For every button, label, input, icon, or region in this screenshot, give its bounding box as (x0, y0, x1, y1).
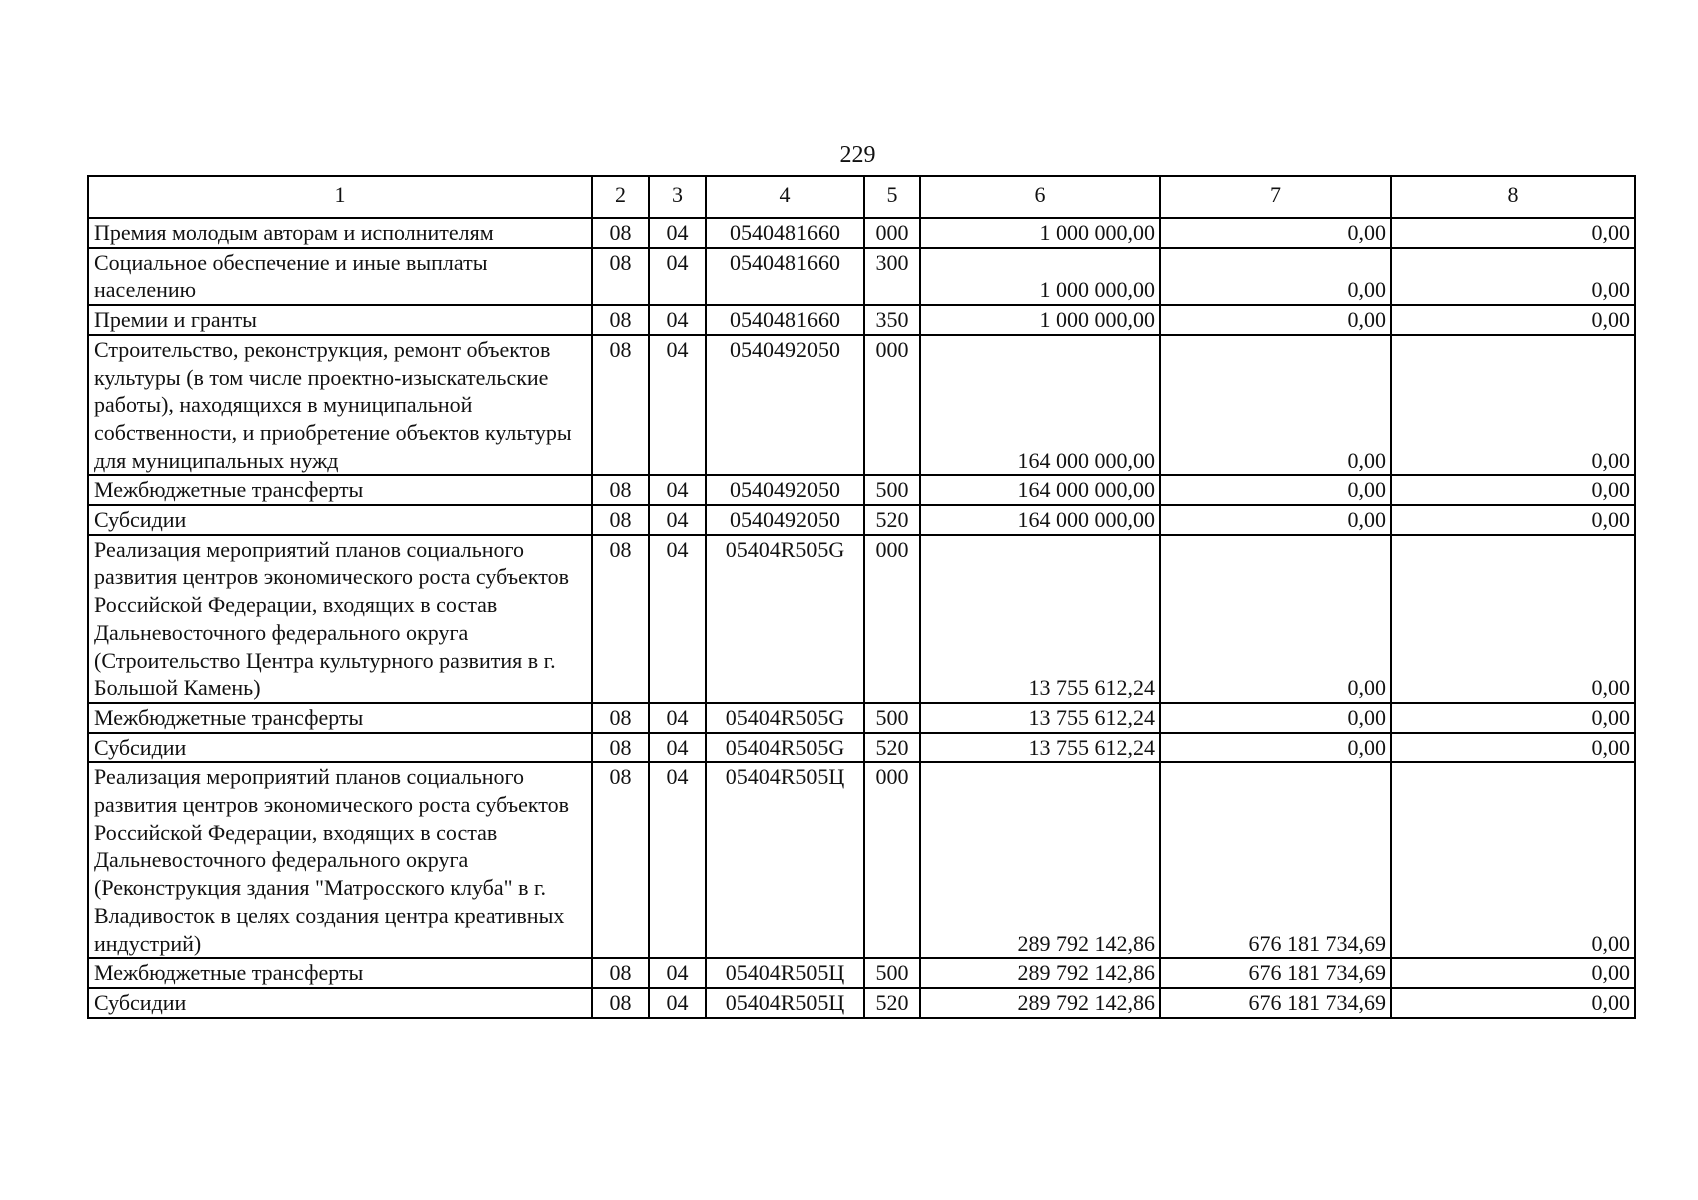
section-code: 08 (592, 988, 649, 1018)
amount-col7: 0,00 (1160, 703, 1391, 733)
item-name: Премия молодым авторам и исполнителям (88, 218, 592, 248)
expense-type-code: 520 (864, 505, 920, 535)
amount-col8: 0,00 (1391, 703, 1635, 733)
item-name: Межбюджетные трансферты (88, 475, 592, 505)
subsection-code: 04 (649, 733, 706, 763)
amount-col8: 0,00 (1391, 475, 1635, 505)
column-header: 5 (864, 176, 920, 218)
target-article-code: 05404R505G (706, 733, 864, 763)
section-code: 08 (592, 335, 649, 476)
section-code: 08 (592, 305, 649, 335)
item-name: Субсидии (88, 733, 592, 763)
amount-col8: 0,00 (1391, 535, 1635, 703)
subsection-code: 04 (649, 762, 706, 958)
section-code: 08 (592, 958, 649, 988)
table-row (88, 535, 1635, 703)
target-article-code: 05404R505G (706, 703, 864, 733)
amount-col7: 676 181 734,69 (1160, 988, 1391, 1018)
budget-table (87, 175, 1636, 1019)
amount-col8: 0,00 (1391, 762, 1635, 958)
target-article-code: 0540481660 (706, 248, 864, 305)
amount-col6: 164 000 000,00 (920, 335, 1160, 476)
section-code: 08 (592, 218, 649, 248)
amount-col7: 0,00 (1160, 535, 1391, 703)
amount-col6: 1 000 000,00 (920, 218, 1160, 248)
table-row (88, 958, 1635, 988)
section-code: 08 (592, 535, 649, 703)
subsection-code: 04 (649, 535, 706, 703)
subsection-code: 04 (649, 248, 706, 305)
item-name: Межбюджетные трансферты (88, 703, 592, 733)
subsection-code: 04 (649, 335, 706, 476)
target-article-code: 0540492050 (706, 335, 864, 476)
expense-type-code: 000 (864, 335, 920, 476)
amount-col8: 0,00 (1391, 988, 1635, 1018)
target-article-code: 0540492050 (706, 505, 864, 535)
table-row (88, 505, 1635, 535)
amount-col8: 0,00 (1391, 505, 1635, 535)
target-article-code: 05404R505Ц (706, 762, 864, 958)
column-number-header-row (88, 176, 1635, 218)
expense-type-code: 000 (864, 535, 920, 703)
section-code: 08 (592, 762, 649, 958)
amount-col6: 289 792 142,86 (920, 988, 1160, 1018)
amount-col7: 676 181 734,69 (1160, 958, 1391, 988)
item-name: Премии и гранты (88, 305, 592, 335)
amount-col8: 0,00 (1391, 218, 1635, 248)
subsection-code: 04 (649, 218, 706, 248)
section-code: 08 (592, 475, 649, 505)
target-article-code: 0540481660 (706, 218, 864, 248)
amount-col7: 0,00 (1160, 733, 1391, 763)
amount-col6: 13 755 612,24 (920, 535, 1160, 703)
section-code: 08 (592, 733, 649, 763)
expense-type-code: 520 (864, 988, 920, 1018)
table-row (88, 335, 1635, 476)
expense-type-code: 500 (864, 958, 920, 988)
target-article-code: 0540492050 (706, 475, 864, 505)
target-article-code: 05404R505G (706, 535, 864, 703)
table-row (88, 762, 1635, 958)
amount-col8: 0,00 (1391, 958, 1635, 988)
subsection-code: 04 (649, 475, 706, 505)
amount-col8: 0,00 (1391, 733, 1635, 763)
amount-col6: 1 000 000,00 (920, 305, 1160, 335)
amount-col6: 289 792 142,86 (920, 958, 1160, 988)
amount-col8: 0,00 (1391, 335, 1635, 476)
subsection-code: 04 (649, 958, 706, 988)
amount-col6: 164 000 000,00 (920, 475, 1160, 505)
section-code: 08 (592, 505, 649, 535)
section-code: 08 (592, 703, 649, 733)
subsection-code: 04 (649, 305, 706, 335)
column-header: 7 (1160, 176, 1391, 218)
subsection-code: 04 (649, 703, 706, 733)
target-article-code: 05404R505Ц (706, 958, 864, 988)
target-article-code: 0540481660 (706, 305, 864, 335)
amount-col6: 1 000 000,00 (920, 248, 1160, 305)
expense-type-code: 500 (864, 475, 920, 505)
item-name: Реализация мероприятий планов социального развития центров экономического роста субъектов Российской Федерации, входящих в состав Дальневосточного федерального округа (Реконструкция здания "Матросского клуба" в г. Владивосток в целях создания центра креативных индустрий) (88, 762, 592, 958)
amount-col7: 0,00 (1160, 248, 1391, 305)
column-header: 4 (706, 176, 864, 218)
expense-type-code: 000 (864, 762, 920, 958)
item-name: Субсидии (88, 505, 592, 535)
expense-type-code: 500 (864, 703, 920, 733)
column-header: 2 (592, 176, 649, 218)
expense-type-code: 300 (864, 248, 920, 305)
table-row (88, 305, 1635, 335)
table-row (88, 703, 1635, 733)
table-row (88, 733, 1635, 763)
amount-col6: 13 755 612,24 (920, 733, 1160, 763)
column-header: 1 (88, 176, 592, 218)
target-article-code: 05404R505Ц (706, 988, 864, 1018)
amount-col7: 676 181 734,69 (1160, 762, 1391, 958)
amount-col7: 0,00 (1160, 335, 1391, 476)
amount-col7: 0,00 (1160, 475, 1391, 505)
column-header: 6 (920, 176, 1160, 218)
table-row (88, 988, 1635, 1018)
amount-col8: 0,00 (1391, 305, 1635, 335)
column-header: 8 (1391, 176, 1635, 218)
item-name: Реализация мероприятий планов социального развития центров экономического роста субъектов Российской Федерации, входящих в состав Дальневосточного федерального округа (Строительство Центра культурного развития в г. Большой Камень) (88, 535, 592, 703)
amount-col6: 13 755 612,24 (920, 703, 1160, 733)
amount-col7: 0,00 (1160, 505, 1391, 535)
expense-type-code: 000 (864, 218, 920, 248)
expense-type-code: 520 (864, 733, 920, 763)
amount-col8: 0,00 (1391, 248, 1635, 305)
section-code: 08 (592, 248, 649, 305)
table-row (88, 248, 1635, 305)
page-number: 229 (839, 142, 876, 168)
table-row (88, 475, 1635, 505)
subsection-code: 04 (649, 988, 706, 1018)
item-name: Строительство, реконструкция, ремонт объектов культуры (в том числе проектно-изыскательские работы), находящихся в муниципальной собственности, и приобретение объектов культуры для муниципальных нужд (88, 335, 592, 476)
item-name: Социальное обеспечение и иные выплаты населению (88, 248, 592, 305)
expense-type-code: 350 (864, 305, 920, 335)
column-header: 3 (649, 176, 706, 218)
subsection-code: 04 (649, 505, 706, 535)
item-name: Межбюджетные трансферты (88, 958, 592, 988)
amount-col7: 0,00 (1160, 305, 1391, 335)
amount-col7: 0,00 (1160, 218, 1391, 248)
amount-col6: 289 792 142,86 (920, 762, 1160, 958)
item-name: Субсидии (88, 988, 592, 1018)
amount-col6: 164 000 000,00 (920, 505, 1160, 535)
table-row (88, 218, 1635, 248)
